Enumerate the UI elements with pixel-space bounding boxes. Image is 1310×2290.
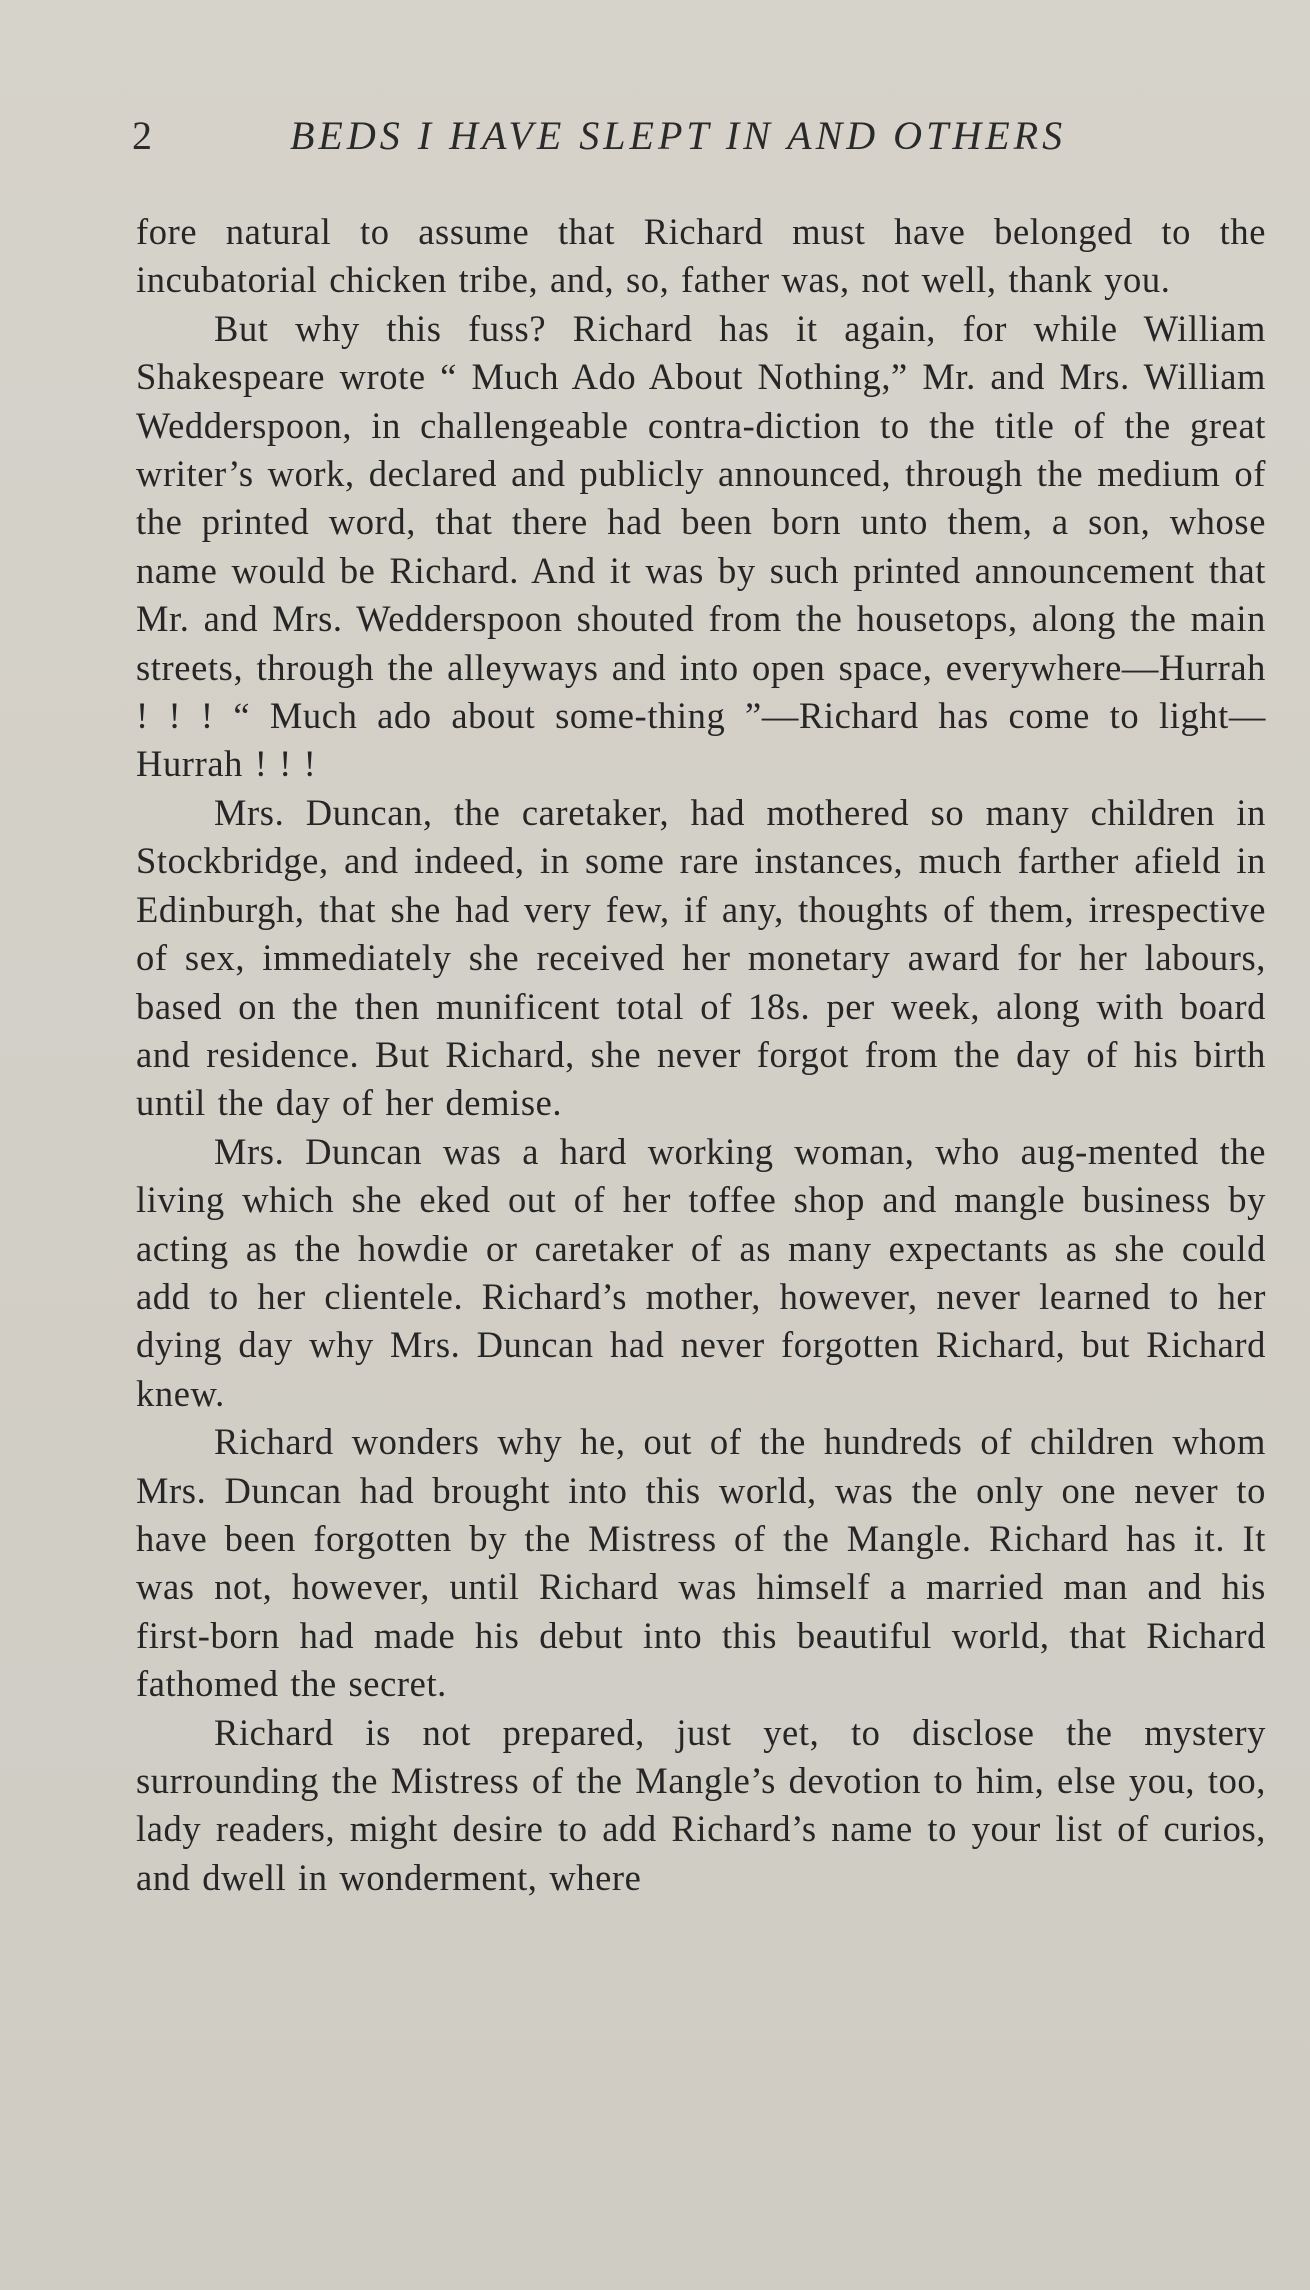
body-text — [136, 208, 1266, 1902]
paragraph: Mrs. Duncan was a hard working woman, who aug-mented the living which she eked out of her toffee shop and mangle business by acting as the howdie or caretaker of as many expectants as she could add to her clientele. Richard’s mother, however, never learned to her dying day why Mrs. Duncan had never forgotten Richard, but Richard knew. — [136, 1130, 1266, 1414]
paragraph: Mrs. Duncan, the caretaker, had mothered so many children in Stockbridge, and indeed, in some rare instances, much farther afield in Edinburgh, that she had very few, if any, thoughts of them, irrespective of sex, immediately she received her monetary award for her labours, based on the then munificent total of 18s. per week, along with board and residence. But Richard, she never forgot from the day of his birth until the day of her demise. — [136, 791, 1266, 1124]
paragraph-continued: fore natural to assume that Richard must have belonged to the incubatorial chicken tribe, and, so, father was, not well, thank you. — [136, 211, 1266, 301]
running-header — [132, 112, 1272, 172]
running-title: BEDS I HAVE SLEPT IN AND OTHERS — [290, 113, 1067, 158]
paragraph: Richard wonders why he, out of the hundreds of children whom Mrs. Duncan had brought into this world, was the only one never to have been forgotten by the Mistress of the Mangle. Richard has it. It was not, however, until Richard was himself a married man and his first-born had made his debut into this beautiful world, that Richard fathomed the secret. — [136, 1421, 1266, 1705]
paragraph: But why this fuss? Richard has it again, for while William Shakespeare wrote “ Much Ado About Nothing,” Mr. and Mrs. William Wedderspoon, in challengeable contra-diction to the title of the great writer’s work, declared and publicly announced, through the medium of the printed word, that there had been born unto them, a son, whose name would be Richard. And it was by such printed announcement that Mr. and Mrs. Wedderspoon shouted from the housetops, along the main streets, through the alleyways and into open space, everywhere—Hurrah ! ! ! “ Much ado about some-thing ”—Richard has come to light—Hurrah ! ! ! — [136, 307, 1266, 785]
paragraph: Richard is not prepared, just yet, to disclose the mystery surrounding the Mistress of the Mangle’s devotion to him, else you, too, lady readers, might desire to add Richard’s name to your list of curios, and dwell in wonderment, where — [136, 1711, 1266, 1898]
page-number: 2 — [132, 113, 153, 158]
